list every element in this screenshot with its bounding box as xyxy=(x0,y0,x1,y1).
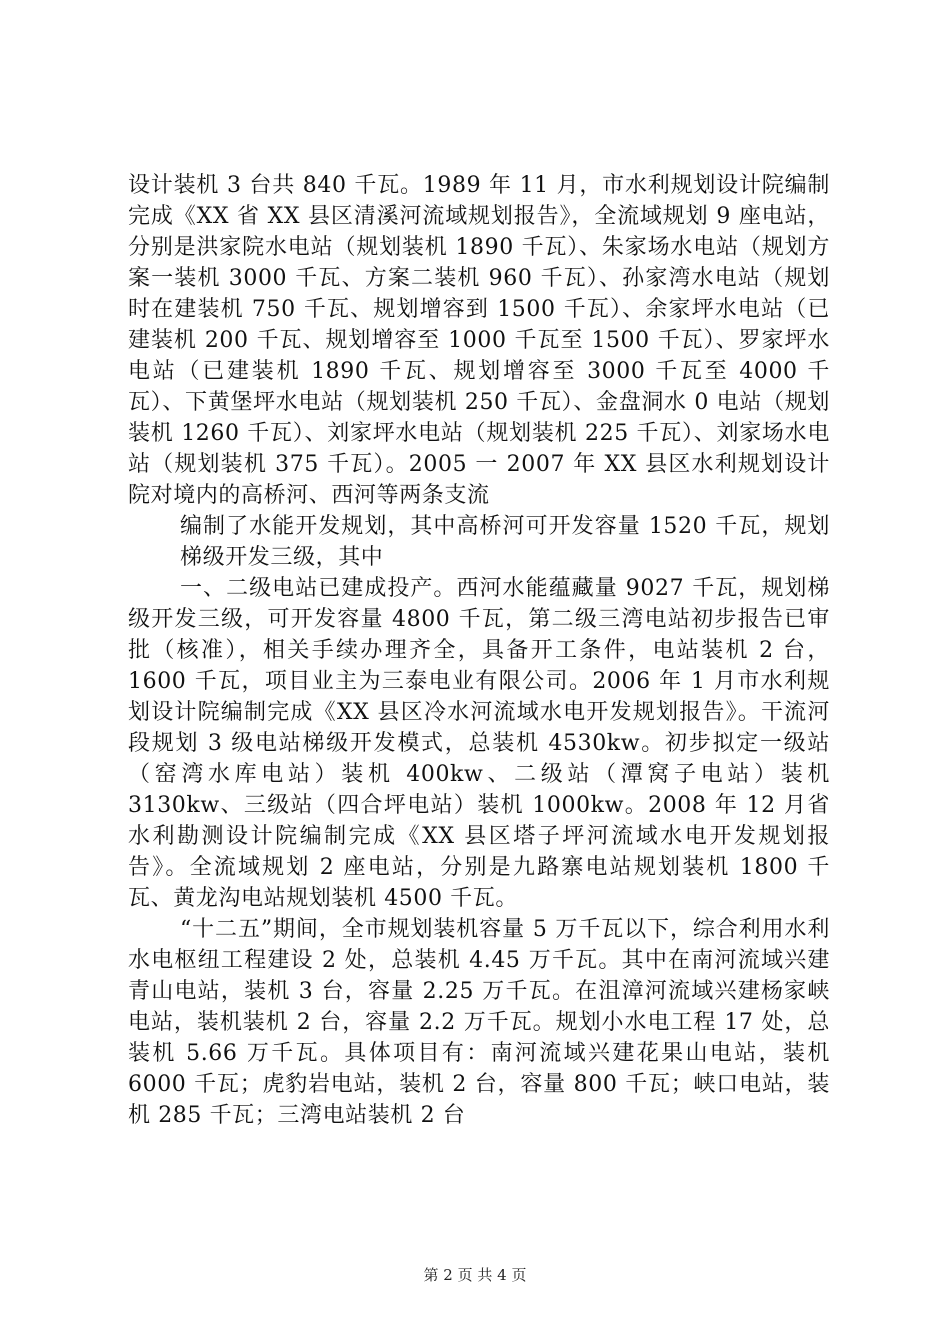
paragraph-2: 编制了水能开发规划，其中高桥河可开发容量 1520 千瓦，规划梯级开发三级，其中 xyxy=(180,514,830,570)
page-number-footer: 第 2 页 共 4 页 xyxy=(423,1266,527,1284)
paragraph-3: 一、二级电站已建成投产。西河水能蕴藏量 9027 千瓦，规划梯级开发三级，可开发容量 4800 千瓦，第二级三湾电站初步报告已审批（核准），相关手续办理齐全，具备开工条件，电站装机 2 台，1600 千瓦，项目业主为三泰电业有限公司。2006 年 1 月市水利规划设计院编制完成《XX 县区冷水河流域水电开发规划报告》。干流河段规划 3 级电站梯级开发模式，总装机 4530kw。初步拟定一级站（窑湾水库电站）装机 400kw、二级站（潭窝子电站）装机 3130kw、三级站（四合坪电站）装机 1000kw。2008 年 12 月省水利勘测设计院编制完成《XX 县区塔子坪河流域水电开发规划报告》。全流域规划 2 座电站，分别是九路寨电站规划装机 1800 千瓦、黄龙沟电站规划装机 4500 千瓦。 xyxy=(128,576,830,911)
document-body xyxy=(128,170,830,1131)
paragraph-4: “十二五”期间，全市规划装机容量 5 万千瓦以下，综合利用水利水电枢纽工程建设 2 处，总装机 4.45 万千瓦。其中在南河流域兴建青山电站，装机 3 台，容量 2.25 万千瓦。在沮漳河流域兴建杨家峡电站，装机装机 2 台，容量 2.2 万千瓦。规划小水电工程 17 处，总装机 5.66 万千瓦。具体项目有：南河流域兴建花果山电站，装机 6000 千瓦；虎豹岩电站，装机 2 台，容量 800 千瓦；峡口电站，装机 285 千瓦；三湾电站装机 2 台 xyxy=(128,917,830,1128)
paragraph-1: 设计装机 3 台共 840 千瓦。1989 年 11 月，市水利规划设计院编制完成《XX 省 XX 县区清溪河流域规划报告》，全流域规划 9 座电站，分别是洪家院水电站（规划装机 1890 千瓦）、朱家场水电站（规划方案一装机 3000 千瓦、方案二装机 960 千瓦）、孙家湾水电站（规划时在建装机 750 千瓦、规划增容到 1500 千瓦）、余家坪水电站（已建装机 200 千瓦、规划增容至 1000 千瓦至 1500 千瓦）、罗家坪水电站（已建装机 1890 千瓦、规划增容至 3000 千瓦至 4000 千瓦）、下黄堡坪水电站（规划装机 250 千瓦）、金盘洞水 0 电站（规划装机 1260 千瓦）、刘家坪水电站（规划装机 225 千瓦）、刘家场水电站（规划装机 375 千瓦）。2005 一 2007 年 XX 县区水利规划设计院对境内的高桥河、西河等两条支流 xyxy=(128,173,830,508)
